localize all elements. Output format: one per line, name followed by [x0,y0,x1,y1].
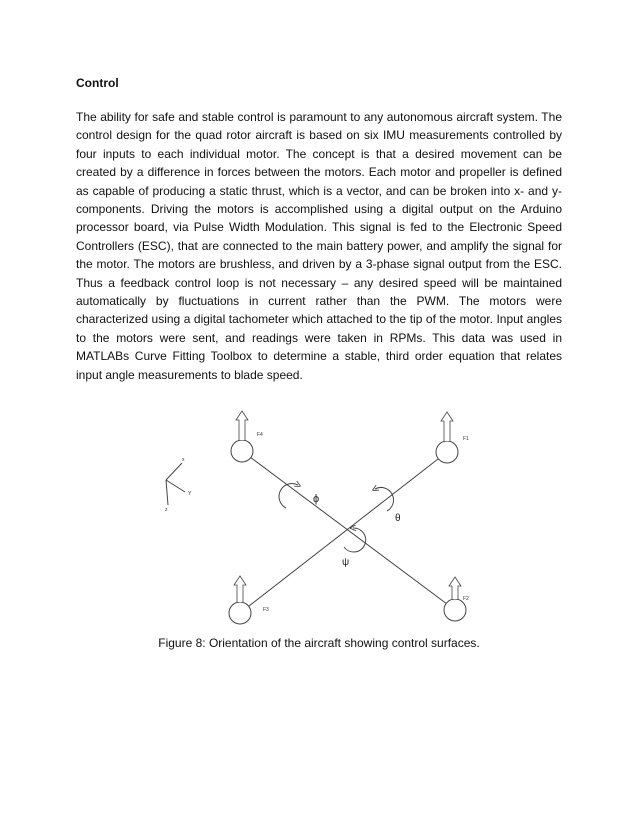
psi-rotation-arrow [344,528,366,552]
quadrotor-diagram [150,405,490,630]
axis-z-label: z [165,507,168,513]
motor-f3 [229,576,251,624]
theta-rotation-arrow [375,487,394,511]
axis-y-label: Y [188,491,192,497]
section-heading: Control [76,76,119,90]
axis-x-label: x [182,457,185,463]
motor-f4 [231,411,253,462]
label-psi: ψ [342,557,350,568]
figure-caption: Figure 8: Orientation of the aircraft showing control surfaces. [158,636,480,650]
motor-f1 [436,412,458,463]
label-theta: θ [395,513,401,524]
label-phi: ϕ [313,493,320,505]
label-f4: F4 [257,432,263,438]
label-f2: F2 [463,596,469,602]
label-f3: F3 [263,607,269,613]
axis-triad [165,457,192,513]
arm-f1-f3 [240,452,447,613]
phi-rotation-arrow [279,484,298,508]
body-paragraph: The ability for safe and stable control is paramount to any autonomous aircraft system. The control design for the quad rotor aircraft is based on six IMU measurements controlled by four inputs to each individual motor. The concept is that a desired movement can be created by a difference in forces between the motors. Each motor and propeller is defined as capable of producing a static thrust, which is a vector, and can be broken into x- and y-components. Driving the motors is accomplished using a digital output on the Arduino processor board, via Pulse Width Modulation. This signal is fed to the Electronic Speed Controllers (ESC), that are connected to the main battery power, and amplify the signal for the motor. The motors are brushless, and driven by a 3-phase signal output from the ESC. Thus a feedback control loop is not necessary – any desired speed will be maintained automatically by fluctuations in current rather than the PWM. The motors were characterized using a digital tachometer which attached to the tip of the motor. Input angles to the motors were sent, and readings were taken in RPMs. This data was used in MATLABs Curve Fitting Toolbox to determine a stable, third order equation that relates input angle measurements to blade speed. [76,110,562,382]
label-f1: F1 [463,436,469,442]
